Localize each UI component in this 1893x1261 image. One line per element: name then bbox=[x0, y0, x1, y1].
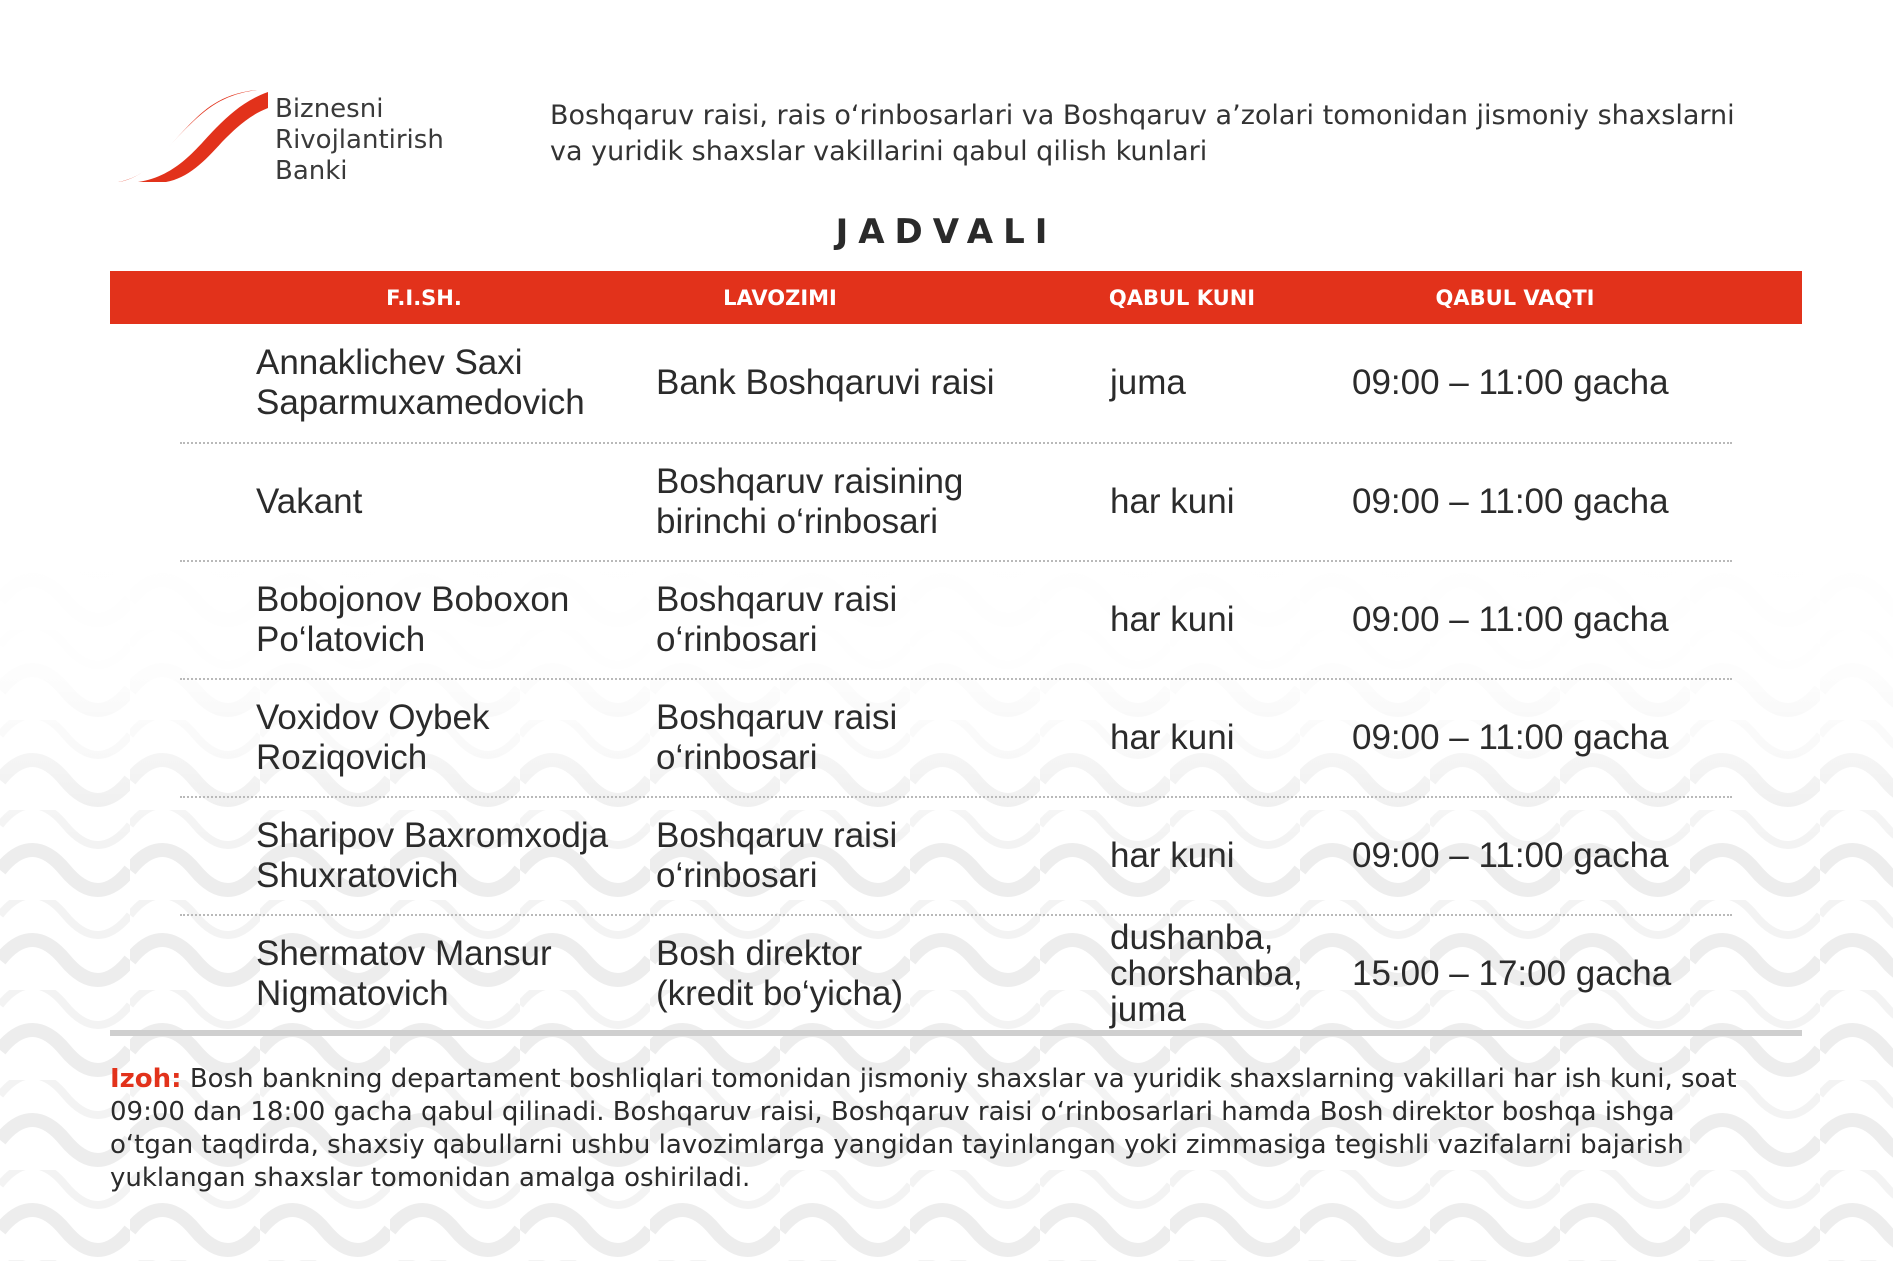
cell-text: juma bbox=[1110, 990, 1186, 1029]
cell-text: juma bbox=[1110, 363, 1186, 402]
table-row bbox=[0, 679, 1893, 797]
table-row bbox=[0, 915, 1893, 1033]
column-header-name: F.I.SH. bbox=[386, 286, 462, 310]
cell-text: Voxidov Oybek bbox=[256, 698, 490, 737]
footnote-line bbox=[110, 1063, 1810, 1096]
cell-text: (kredit bo‘yicha) bbox=[656, 974, 904, 1013]
bank-name-line: Biznesni bbox=[275, 94, 384, 124]
table-row bbox=[0, 443, 1893, 561]
cell-text: Boshqaruv raisining bbox=[656, 462, 964, 501]
cell-day bbox=[1110, 324, 1340, 442]
cell-text: Boshqaruv raisi bbox=[656, 580, 898, 619]
cell-position bbox=[656, 561, 1076, 679]
logo-mark-icon bbox=[108, 86, 268, 186]
cell-text: Bosh direktor bbox=[656, 934, 863, 973]
cell-position bbox=[656, 797, 1076, 915]
cell-text: Boshqaruv raisi bbox=[656, 816, 898, 855]
column-header-day: QABUL KUNI bbox=[1108, 286, 1256, 310]
cell-name bbox=[256, 324, 646, 442]
cell-name bbox=[256, 679, 646, 797]
header-title bbox=[550, 98, 1810, 170]
footnote-line: o‘tgan taqdirda, shaxsiy qabullarni ushbu lavozimlarga yangidan tayinlangan yoki zimmasiga tegishli vazifalarni bajarish bbox=[110, 1130, 1684, 1160]
footnote-label: Izoh: bbox=[110, 1064, 182, 1094]
cell-text: Bank Boshqaruvi raisi bbox=[656, 363, 995, 402]
bank-name bbox=[275, 94, 444, 187]
cell-text: Shermatov Mansur bbox=[256, 934, 552, 973]
cell-position bbox=[656, 443, 1076, 561]
cell-text: 15:00 – 17:00 gacha bbox=[1352, 954, 1672, 993]
header-title-line: Boshqaruv raisi, rais o‘rinbosarlari va Boshqaruv a’zolari tomonidan jismoniy shaxslarni bbox=[550, 100, 1735, 131]
cell-text: Boshqaruv raisi bbox=[656, 698, 898, 737]
table-row bbox=[0, 797, 1893, 915]
footnote-line: 09:00 dan 18:00 gacha qabul qilinadi. Boshqaruv raisi, Boshqaruv raisi o‘rinbosarlari hamda Bosh direktor boshqa ishga bbox=[110, 1097, 1675, 1127]
cell-time bbox=[1352, 679, 1772, 797]
table-row bbox=[0, 561, 1893, 679]
cell-text: Saparmuxamedovich bbox=[256, 383, 585, 422]
cell-text: har kuni bbox=[1110, 482, 1235, 521]
document-title: JADVALI bbox=[835, 212, 1058, 252]
cell-text: har kuni bbox=[1110, 600, 1235, 639]
cell-day bbox=[1110, 915, 1340, 1033]
cell-text: 09:00 – 11:00 gacha bbox=[1352, 363, 1669, 402]
cell-text: chorshanba, bbox=[1110, 954, 1303, 993]
cell-day bbox=[1110, 679, 1340, 797]
cell-text: har kuni bbox=[1110, 718, 1235, 757]
footnote-text: Bosh bankning departament boshliqlari tomonidan jismoniy shaxslar va yuridik shaxslarning vakillari har ish kuni, soat bbox=[181, 1064, 1737, 1094]
cell-text: har kuni bbox=[1110, 836, 1235, 875]
cell-text: o‘rinbosari bbox=[656, 620, 818, 659]
cell-day bbox=[1110, 561, 1340, 679]
cell-text: Bobojonov Boboxon bbox=[256, 580, 570, 619]
table-bottom-rule bbox=[110, 1030, 1802, 1036]
cell-text: Annaklichev Saxi bbox=[256, 343, 523, 382]
cell-time bbox=[1352, 324, 1772, 442]
column-header-time: QABUL VAQTI bbox=[1435, 286, 1595, 310]
cell-day bbox=[1110, 443, 1340, 561]
footnote-line: yuklangan shaxslar tomonidan amalga oshiriladi. bbox=[110, 1163, 751, 1193]
cell-text: dushanba, bbox=[1110, 918, 1274, 957]
cell-name bbox=[256, 915, 646, 1033]
cell-position bbox=[656, 915, 1076, 1033]
cell-time bbox=[1352, 797, 1772, 915]
cell-name bbox=[256, 561, 646, 679]
cell-position bbox=[656, 324, 1076, 442]
cell-text: o‘rinbosari bbox=[656, 738, 818, 777]
cell-text: birinchi o‘rinbosari bbox=[656, 502, 939, 541]
bank-name-line: Rivojlantirish bbox=[275, 125, 444, 155]
bank-logo bbox=[108, 86, 478, 186]
footnote bbox=[110, 1063, 1810, 1195]
cell-text: 09:00 – 11:00 gacha bbox=[1352, 600, 1669, 639]
cell-time bbox=[1352, 561, 1772, 679]
cell-time bbox=[1352, 915, 1772, 1033]
table-header bbox=[110, 271, 1802, 324]
column-header-position: LAVOZIMI bbox=[723, 286, 837, 310]
header-title-line: va yuridik shaxslar vakillarini qabul qilish kunlari bbox=[550, 136, 1208, 167]
cell-text: 09:00 – 11:00 gacha bbox=[1352, 718, 1669, 757]
cell-text: Roziqovich bbox=[256, 738, 428, 777]
cell-text: Sharipov Baxromxodja bbox=[256, 816, 609, 855]
cell-text: 09:00 – 11:00 gacha bbox=[1352, 836, 1669, 875]
cell-text: Nigmatovich bbox=[256, 974, 449, 1013]
cell-name bbox=[256, 797, 646, 915]
table-row bbox=[0, 324, 1893, 442]
cell-text: Shuxratovich bbox=[256, 856, 459, 895]
cell-day bbox=[1110, 797, 1340, 915]
cell-text: o‘rinbosari bbox=[656, 856, 818, 895]
bank-name-line: Banki bbox=[275, 156, 348, 186]
cell-text: 09:00 – 11:00 gacha bbox=[1352, 482, 1669, 521]
cell-position bbox=[656, 679, 1076, 797]
cell-name bbox=[256, 443, 646, 561]
cell-time bbox=[1352, 443, 1772, 561]
cell-text: Po‘latovich bbox=[256, 620, 426, 659]
cell-text: Vakant bbox=[256, 482, 363, 521]
